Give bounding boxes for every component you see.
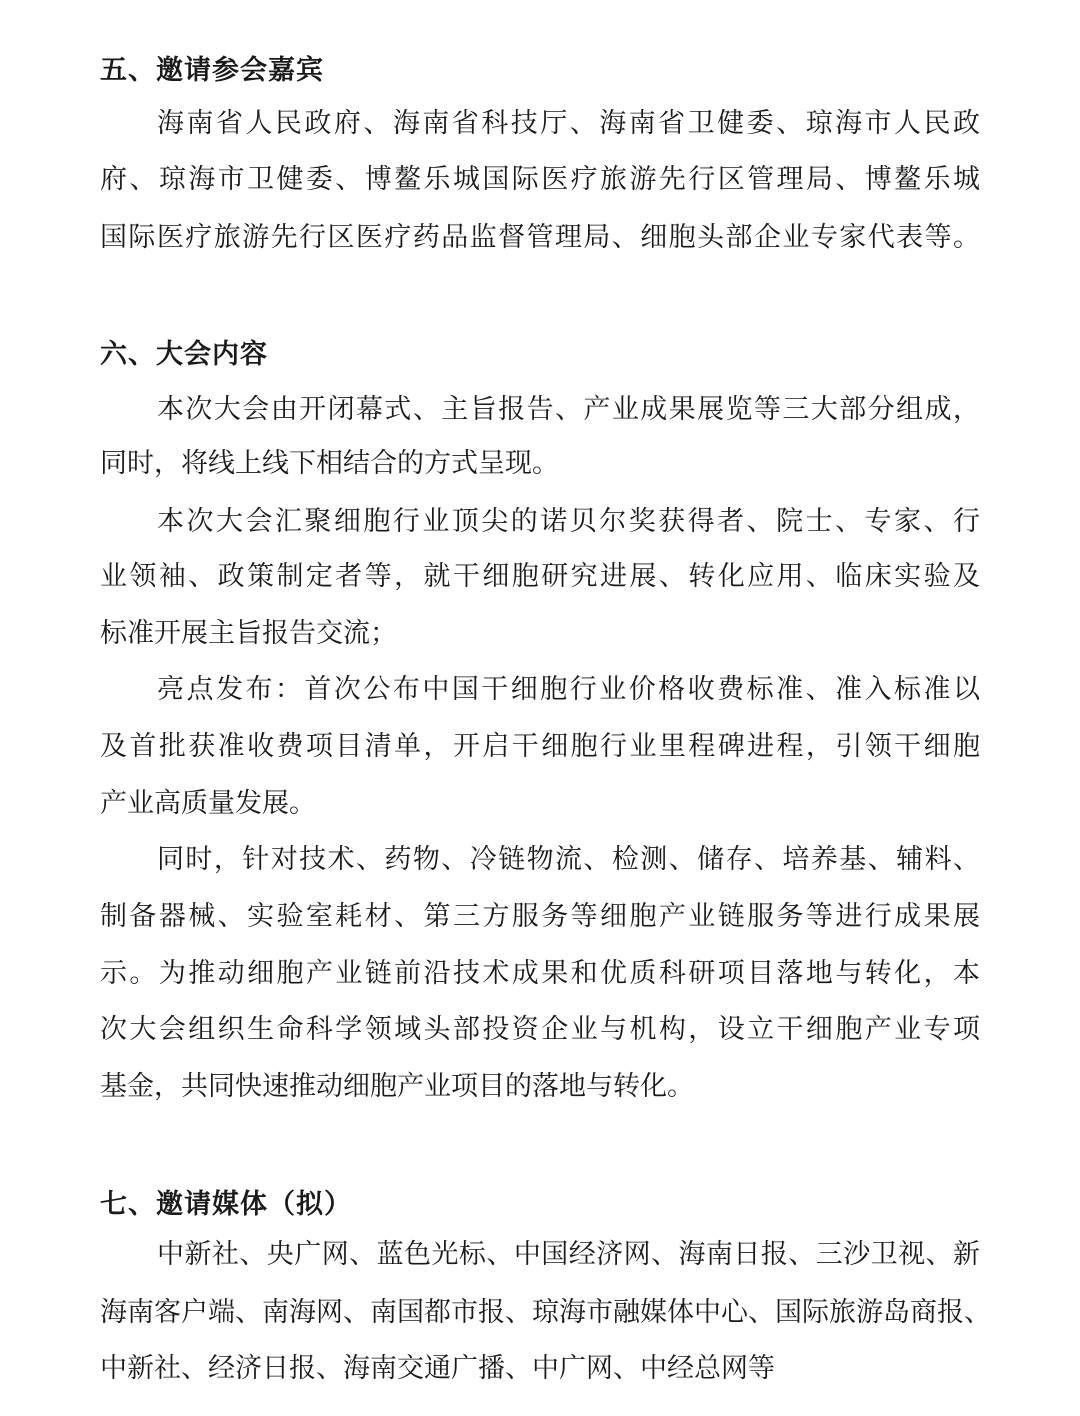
paragraph-line: 府、琼海市卫健委、博鳌乐城国际医疗旅游先行区管理局、博鳌乐城 xyxy=(100,164,980,195)
paragraph-line: 基金，共同快速推动细胞产业项目的落地与转化。 xyxy=(100,1071,694,1102)
paragraph-line: 次大会组织生命科学领域头部投资企业与机构，设立干细胞产业专项 xyxy=(100,1014,980,1045)
section-heading-invited-guests: 五、邀请参会嘉宾 xyxy=(100,55,324,86)
paragraph-line: 海南省人民政府、海南省科技厅、海南省卫健委、琼海市人民政 xyxy=(157,108,980,139)
paragraph-line: 业领袖、政策制定者等，就干细胞研究进展、转化应用、临床实验及 xyxy=(100,561,980,592)
paragraph-line: 示。为推动细胞产业链前沿技术成果和优质科研项目落地与转化，本 xyxy=(100,958,980,989)
paragraph-line: 中新社、经济日报、海南交通广播、中广网、中经总网等 xyxy=(100,1353,775,1384)
paragraph-line: 制备器械、实验室耗材、第三方服务等细胞产业链服务等进行成果展 xyxy=(100,901,980,932)
paragraph-line: 海南客户端、南海网、南国都市报、琼海市融媒体中心、国际旅游岛商报、 xyxy=(100,1297,991,1328)
paragraph-line: 中新社、央广网、蓝色光标、中国经济网、海南日报、三沙卫视、新 xyxy=(157,1239,980,1270)
paragraph-line: 及首批获准收费项目清单，开启干细胞行业里程碑进程，引领干细胞 xyxy=(100,731,980,762)
paragraph-line: 亮点发布：首次公布中国干细胞行业价格收费标准、准入标准以 xyxy=(157,674,980,705)
section-heading-invited-media: 七、邀请媒体（拟） xyxy=(100,1189,352,1220)
paragraph-line: 同时，针对技术、药物、冷链物流、检测、储存、培养基、辅料、 xyxy=(157,844,980,875)
paragraph-line: 本次大会汇聚细胞行业顶尖的诺贝尔奖获得者、院士、专家、行 xyxy=(157,506,980,537)
paragraph-line: 产业高质量发展。 xyxy=(100,788,316,819)
section-heading-conference-content: 六、大会内容 xyxy=(100,339,268,370)
paragraph-line: 同时，将线上线下相结合的方式呈现。 xyxy=(100,448,559,479)
paragraph-line: 国际医疗旅游先行区医疗药品监督管理局、细胞头部企业专家代表等。 xyxy=(100,222,980,253)
paragraph-line: 标准开展主旨报告交流； xyxy=(100,618,397,649)
paragraph-line: 本次大会由开闭幕式、主旨报告、产业成果展览等三大部分组成， xyxy=(157,394,980,425)
